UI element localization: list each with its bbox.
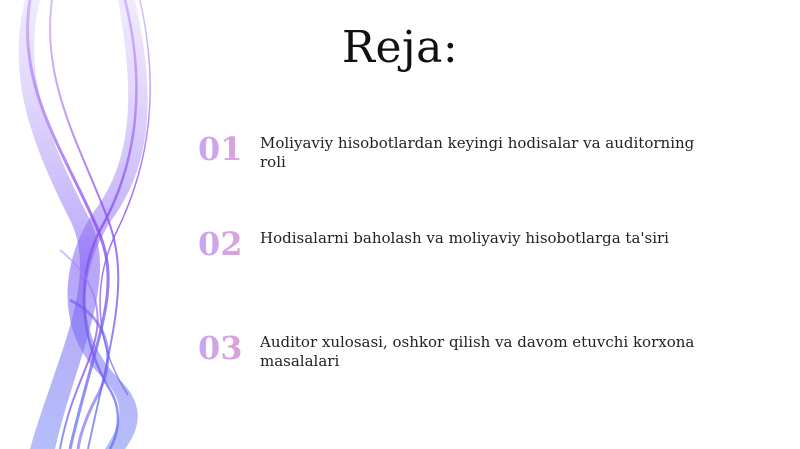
slide-title: Reja:: [341, 22, 459, 73]
item-number: 03: [198, 329, 254, 367]
item-text: Auditor xulosasi, oshkor qilish va davom etuvchi korxona masalalari: [260, 333, 695, 370]
item-text: Hodisalarni baholash va moliyaviy hisobotlarga ta'siri: [260, 229, 669, 247]
purple-wave-decoration: [0, 0, 200, 449]
item-text: Moliyaviy hisobotlardan keyingi hodisalar va auditorning roli: [260, 134, 695, 171]
item-number: 02: [198, 225, 254, 263]
item-number: 01: [198, 130, 254, 168]
